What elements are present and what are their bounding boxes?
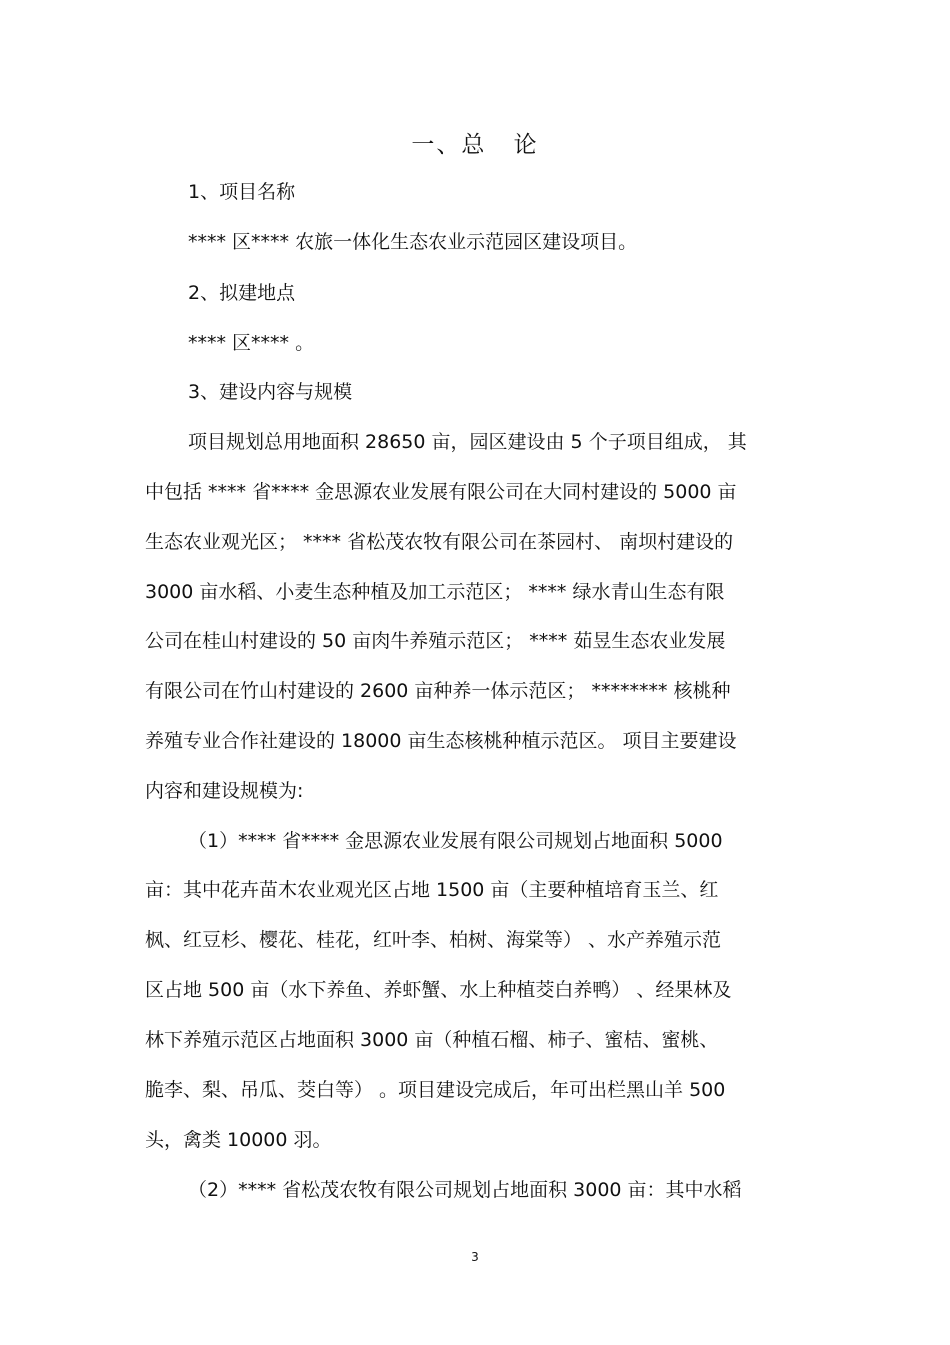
paragraph-line: （2）**** 省松茂农牧有限公司规划占地面积 3000 亩：其中水稻 xyxy=(188,1179,742,1201)
paragraph-line: 头，禽类 10000 羽。 xyxy=(145,1129,332,1151)
section-heading-content-scale: 3、建设内容与规模 xyxy=(188,381,353,403)
paragraph-line: 枫、红豆杉、樱花、桂花，红叶李、柏树、海棠等） 、水产养殖示范 xyxy=(145,929,722,951)
paragraph-line: 3000 亩水稻、小麦生态种植及加工示范区； **** 绿水青山生态有限 xyxy=(145,581,725,603)
paragraph-line: 脆李、梨、吊瓜、茭白等） 。项目建设完成后，年可出栏黑山羊 500 xyxy=(145,1079,726,1101)
page-number: 3 xyxy=(471,1250,479,1264)
section-heading-project-name: 1、项目名称 xyxy=(188,181,296,203)
paragraph-line: 项目规划总用地面积 28650 亩，园区建设由 5 个子项目组成， 其 xyxy=(188,431,747,453)
paragraph-line: 亩：其中花卉苗木农业观光区占地 1500 亩（主要种植培育玉兰、红 xyxy=(145,879,719,901)
paragraph-line: **** 区**** 。 xyxy=(188,332,315,354)
paragraph-line: 林下养殖示范区占地面积 3000 亩（种植石榴、柿子、蜜桔、蜜桃、 xyxy=(145,1029,719,1051)
paragraph-line: 中包括 **** 省**** 金思源农业发展有限公司在大同村建设的 5000 亩 xyxy=(145,481,737,503)
paragraph-line: 有限公司在竹山村建设的 2600 亩种养一体示范区； ******** 核桃种 xyxy=(145,680,731,702)
paragraph-line: 养殖专业合作社建设的 18000 亩生态核桃种植示范区。 项目主要建设 xyxy=(145,730,737,752)
paragraph-line: （1）**** 省**** 金思源农业发展有限公司规划占地面积 5000 xyxy=(188,830,723,852)
paragraph-line: **** 区**** 农旅一体化生态农业示范园区建设项目。 xyxy=(188,231,638,253)
paragraph-line: 区占地 500 亩（水下养鱼、养虾蟹、水上种植茭白养鸭） 、经果林及 xyxy=(145,979,732,1001)
page-title: 一、总 论 xyxy=(411,132,539,158)
paragraph-line: 公司在桂山村建设的 50 亩肉牛养殖示范区； **** 茹昱生态农业发展 xyxy=(145,630,726,652)
paragraph-line: 内容和建设规模为: xyxy=(145,780,304,802)
section-heading-location: 2、拟建地点 xyxy=(188,282,296,304)
paragraph-line: 生态农业观光区； **** 省松茂农牧有限公司在茶园村、 南坝村建设的 xyxy=(145,531,734,553)
